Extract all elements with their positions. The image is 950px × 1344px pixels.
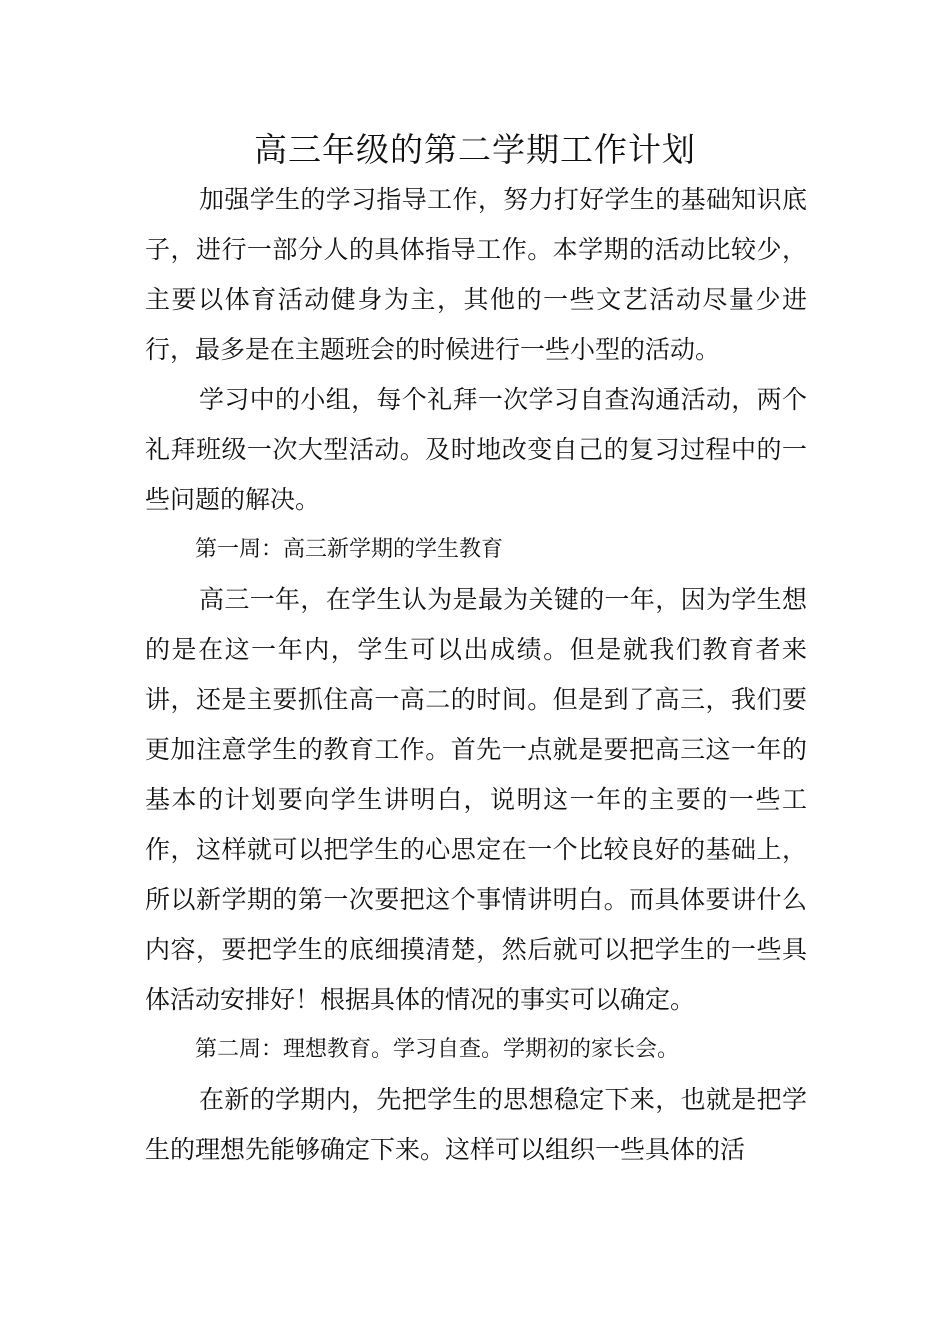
document-body bbox=[145, 175, 807, 1175]
document-title: 高三年级的第二学期工作计划 bbox=[254, 130, 696, 169]
week-two-heading: 第二周：理想教育。学习自查。学期初的家长会。 bbox=[195, 1037, 680, 1062]
paragraph-study-guidance: 加强学生的学习指导工作，努力打好学生的基础知识底子，进行一部分人的具体指导工作。本学期的活动比较少，主要以体育活动健身为主，其他的一些文艺活动尽量少进行，最多是在主题班会的时候进行一些小型的活动。 bbox=[145, 185, 807, 364]
paragraph-week-two: 在新的学期内，先把学生的思想稳定下来，也就是把学生的理想先能够确定下来。这样可以组织一些具体的活 bbox=[145, 1085, 807, 1164]
paragraph-study-groups: 学习中的小组，每个礼拜一次学习自查沟通活动，两个礼拜班级一次大型活动。及时地改变自己的复习过程中的一些问题的解决。 bbox=[145, 385, 807, 514]
week-one-heading: 第一周：高三新学期的学生教育 bbox=[195, 537, 504, 562]
paragraph-week-one: 高三一年，在学生认为是最为关键的一年，因为学生想的是在这一年内，学生可以出成绩。但是就我们教育者来讲，还是主要抓住高一高二的时间。但是到了高三，我们要更加注意学生的教育工作。首先一点就是要把高三这一年的基本的计划要向学生讲明白，说明这一年的主要的一些工作，这样就可以把学生的心思定在一个比较良好的基础上，所以新学期的第一次要把这个事情讲明白。而具体要讲什么内容，要把学生的底细摸清楚，然后就可以把学生的一些具体活动安排好！根据具体的情况的事实可以确定。 bbox=[145, 585, 807, 1014]
